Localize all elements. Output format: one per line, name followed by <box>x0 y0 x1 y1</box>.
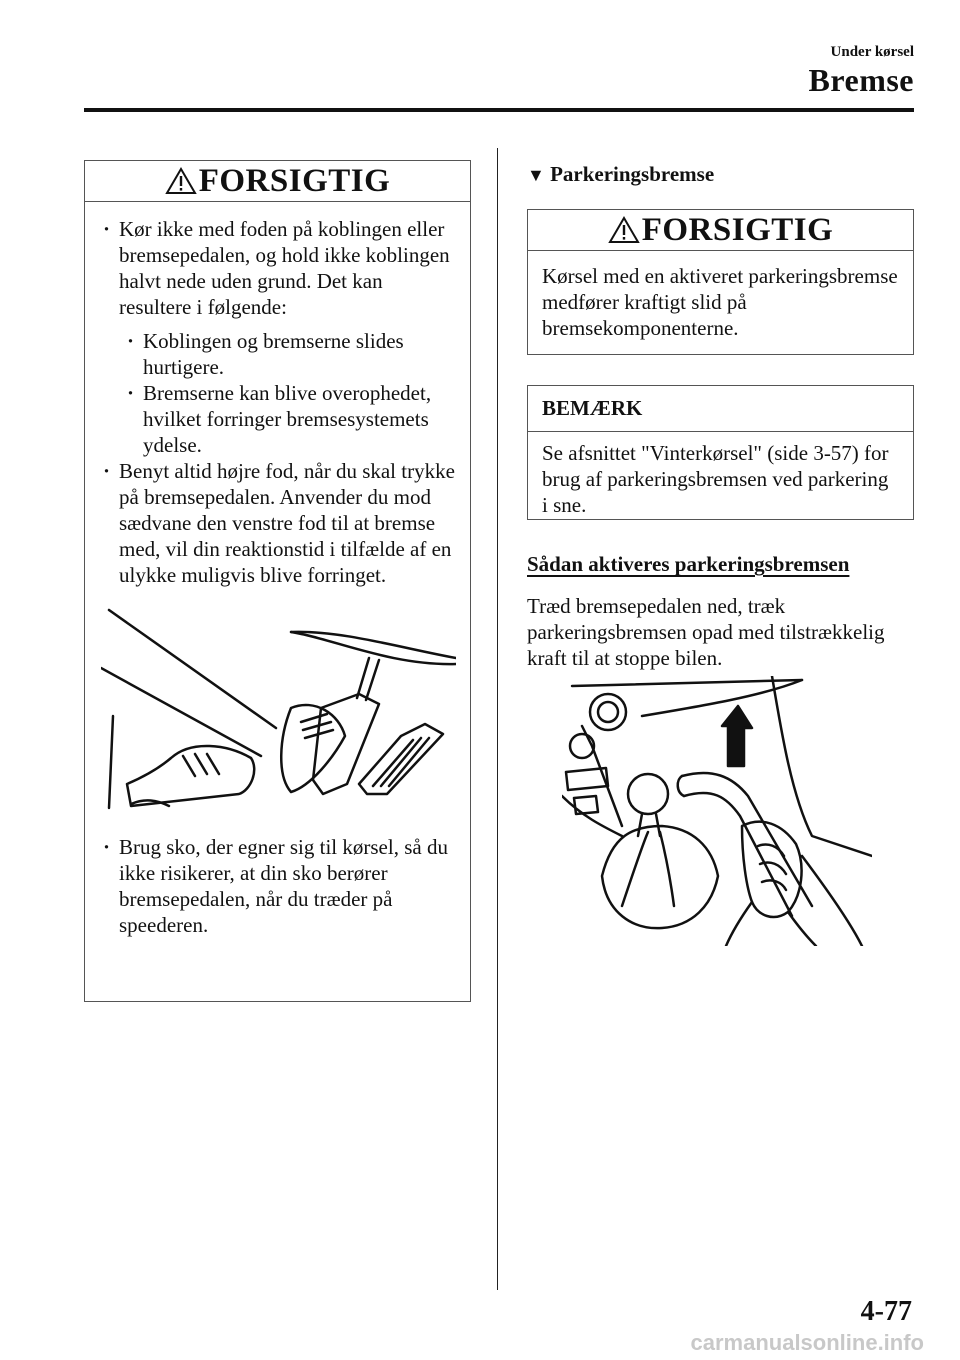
parking-brake-illustration <box>562 676 872 946</box>
column-divider <box>497 148 498 1290</box>
triangle-down-icon: ▼ <box>527 165 545 185</box>
list-item: · Benyt altid højre fod, når du skal trykke på bremsepedalen. Anvender du mod sædvane den venstre fod til at bremse med, vil din reaktionstid i tilfælde af en ulykke muligvis blive forringet. <box>103 459 455 587</box>
caution-title: FORSIGTIG <box>641 211 834 248</box>
note-body: Se afsnittet "Vinterkørsel" (side 3-57) for brug af parkeringsbremsen ved parkering i sne. <box>542 441 889 517</box>
note-box <box>527 385 914 520</box>
pedal-illustration <box>101 608 456 818</box>
watermark: carmanualsonline.info <box>690 1330 924 1355</box>
instruction-paragraph: Træd bremsepedalen ned, træk parkeringsbremsen opad med tilstrækkelig kraft til at stoppe bilen. <box>527 594 885 670</box>
caution-title: FORSIGTIG <box>198 162 391 199</box>
subsection-heading: Sådan aktiveres parkeringsbremsen <box>527 552 850 576</box>
section-heading <box>527 162 714 187</box>
header-rule <box>84 108 914 112</box>
list-item: · Koblingen og bremserne slides hurtigere. <box>127 329 404 379</box>
note-title: BEMÆRK <box>528 386 913 432</box>
list-item: · Kør ikke med foden på koblingen eller bremsepedalen, og hold ikke koblingen halvt nede uden grund. Det kan resultere i følgende: <box>103 217 450 319</box>
section-title: Parkeringsbremse <box>550 162 715 186</box>
caution-body <box>85 202 470 938</box>
chapter-label: Under kørsel <box>830 44 914 60</box>
caution-header <box>528 210 913 251</box>
warning-icon <box>608 216 640 244</box>
warning-icon <box>165 167 197 195</box>
page-title: Bremse <box>808 62 914 98</box>
page-number: 4-77 <box>860 1296 912 1327</box>
list-item: · Brug sko, der egner sig til kørsel, så du ikke risikerer, at din sko berører bremsepedalen, når du træder på speederen. <box>103 835 448 937</box>
list-item: · Bremserne kan blive overophedet, hvilket forringer bremsesystemets ydelse. <box>127 381 432 457</box>
caution-body: Kørsel med en aktiveret parkeringsbremse medfører kraftigt slid på bremsekomponenterne. <box>542 264 898 340</box>
caution-box-parking <box>527 209 914 355</box>
caution-box-pedals <box>84 160 471 1002</box>
caution-header <box>85 161 470 202</box>
